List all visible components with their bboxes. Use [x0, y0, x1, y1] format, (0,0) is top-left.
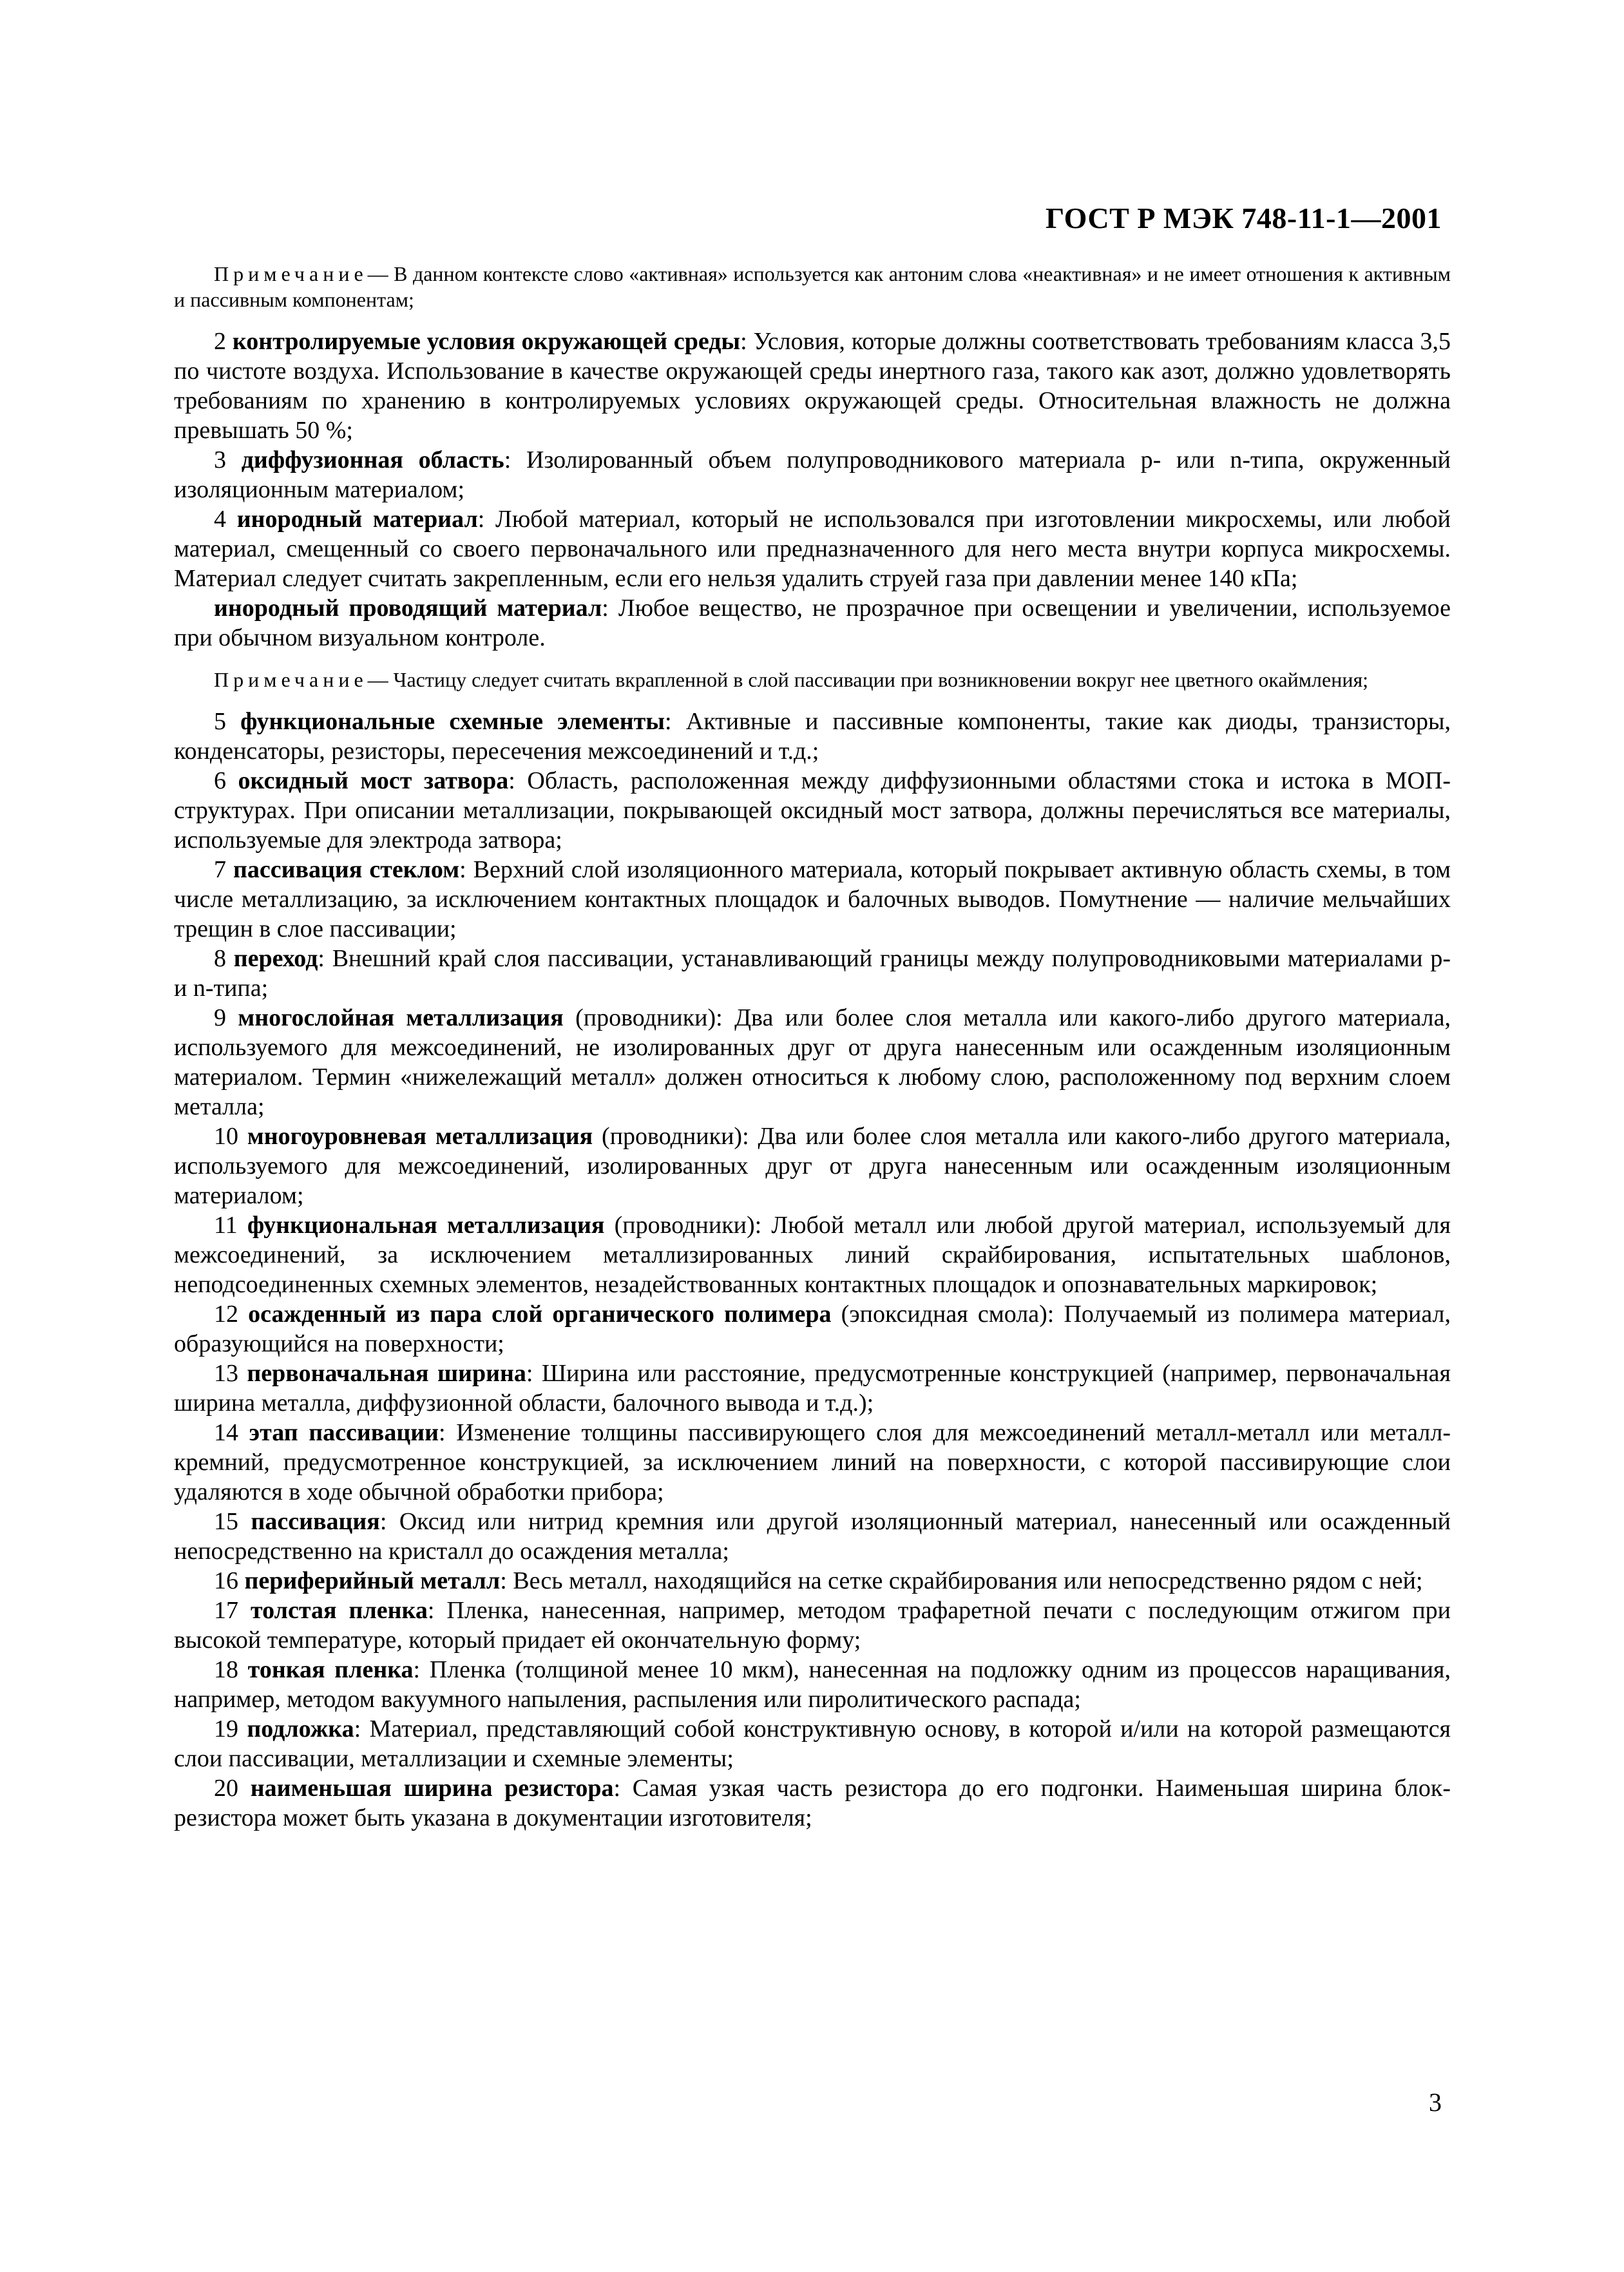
- definition-item-14: [174, 1418, 1451, 1507]
- note-1-label: Примечание: [214, 262, 368, 285]
- definition-item-10: [174, 1122, 1451, 1210]
- item-term: этап пассивации: [249, 1419, 439, 1446]
- item-number: 4: [214, 506, 226, 533]
- item-term: пассивация стеклом: [233, 856, 460, 883]
- item-term: функциональная металлизация: [247, 1212, 605, 1239]
- definition-item-4-sub: [174, 593, 1451, 653]
- item-number: 19: [214, 1715, 238, 1742]
- item-term: функциональные схемные элементы: [240, 708, 665, 735]
- item-term: наименьшая ширина резистора: [250, 1775, 614, 1802]
- item-text: (проводники): Любой металл или любой другой материал, используемый для межсоединений, за исключением металлизированных линий скрайбирования, испытательных шаблонов, неподсоединенных схемных элементов, незадействованных контактных площадок и опознавательных маркировок;: [174, 1212, 1451, 1298]
- note-2: [174, 667, 1451, 692]
- item-number: 6: [214, 767, 226, 794]
- definition-item-4: [174, 504, 1451, 593]
- item-number: 17: [214, 1597, 238, 1624]
- definition-item-16: [174, 1566, 1451, 1596]
- item-number: 15: [214, 1508, 238, 1535]
- definition-item-17: [174, 1596, 1451, 1655]
- item-text: (проводники): Два или более слоя металла или какого-либо другого материала, используемого для межсоединений, изолированных друг от друга нанесенным или осажденным изоляционным материалом;: [174, 1123, 1451, 1209]
- definition-item-9: [174, 1003, 1451, 1122]
- item-term: осажденный из пара слой органического полимера: [248, 1301, 832, 1328]
- item-term: переход: [233, 945, 318, 972]
- item-text: : Материал, представляющий собой конструктивную основу, в которой и/или на которой размещаются слои пассивации, металлизации и схемные элементы;: [174, 1715, 1451, 1772]
- definition-item-2: [174, 327, 1451, 445]
- item-text: : Условия, которые должны соответствовать требованиям класса 3,5 по чистоте воздуха. Использование в качестве окружающей среды инертного газа, такого как азот, должно удовлетворять требованиям по хранению в контролируемых условиях окружающей среды. Относительная влажность не должна превышать 50 %;: [174, 328, 1451, 444]
- document-body: [174, 261, 1451, 1833]
- item-number: 5: [214, 708, 226, 735]
- item-text: : Область, расположенная между диффузионными областями стока и истока в МОП-структурах. При описании металлизации, покрывающей оксидный мост затвора, должны перечисляться все материалы, используемые для электрода затвора;: [174, 767, 1451, 854]
- definition-item-20: [174, 1773, 1451, 1833]
- page-number: 3: [1429, 2088, 1442, 2117]
- item-term: многослойная металлизация: [238, 1004, 564, 1031]
- item-number: 7: [214, 856, 226, 883]
- item-number: 20: [214, 1775, 238, 1802]
- item-text: : Оксид или нитрид кремния или другой изоляционный материал, нанесенный или осажденный непосредственно на кристалл до осаждения металла;: [174, 1508, 1451, 1565]
- item-number: 2: [214, 328, 226, 355]
- item-text: : Любое вещество, не прозрачное при освещении и увеличении, используемое при обычном визуальном контроле.: [174, 595, 1451, 651]
- item-text: (эпоксидная смола): Получаемый из полимера материал, образующийся на поверхности;: [174, 1301, 1451, 1357]
- item-term: тонкая пленка: [247, 1656, 414, 1683]
- item-text: : Верхний слой изоляционного материала, который покрывает активную область схемы, в том числе металлизацию, за исключением контактных площадок и балочных выводов. Помутнение — наличие мельчайших трещин в слое пассивации;: [174, 856, 1451, 942]
- item-term: первоначальная ширина: [247, 1360, 526, 1387]
- item-number: 18: [214, 1656, 238, 1683]
- definition-item-3: [174, 445, 1451, 504]
- item-number: 11: [214, 1212, 238, 1239]
- item-number: 8: [214, 945, 226, 972]
- item-term: оксидный мост затвора: [238, 767, 509, 794]
- item-text: : Ширина или расстояние, предусмотренные конструкцией (например, первоначальная ширина металла, диффузионной области, балочного вывода и т.д.);: [174, 1360, 1451, 1417]
- note-1: [174, 261, 1451, 312]
- item-term: пассивация: [251, 1508, 380, 1535]
- item-number: 16: [214, 1567, 238, 1594]
- item-text: : Изменение толщины пассивирующего слоя для межсоединений металл-металл или металл-кремний, предусмотренное конструкцией, за исключением линий на поверхности, с которой пассивирующие слои удаляются в ходе обычной обработки прибора;: [174, 1419, 1451, 1505]
- item-text: : Внешний край слоя пассивации, устанавливающий границы между полупроводниковыми материалами p- и n-типа;: [174, 945, 1451, 1002]
- item-text: : Изолированный объем полупроводникового материала p- или n-типа, окруженный изоляционным материалом;: [174, 446, 1451, 503]
- item-term: подложка: [247, 1715, 354, 1742]
- note-2-text: — Частицу следует считать вкрапленной в слой пассивации при возникновении вокруг нее цветного окаймления;: [367, 668, 1369, 691]
- item-text: : Активные и пассивные компоненты, такие как диоды, транзисторы, конденсаторы, резисторы, пересечения межсоединений и т.д.;: [174, 708, 1451, 765]
- item-text: (проводники): Два или более слоя металла или какого-либо другого материала, используемого для межсоединений, не изолированных друг от друга нанесенным или осажденным изоляционным материалом. Термин «нижележащий металл» должен относиться к любому слою, расположенному под верхним слоем металла;: [174, 1004, 1451, 1120]
- item-number: 10: [214, 1123, 238, 1150]
- item-term: периферийный металл: [244, 1567, 501, 1594]
- definition-item-5: [174, 707, 1451, 766]
- definition-item-11: [174, 1210, 1451, 1299]
- item-term: диффузионная область: [241, 446, 504, 473]
- document-header: ГОСТ Р МЭК 748-11-1—2001: [1045, 202, 1442, 234]
- item-text: : Пленка, нанесенная, например, методом трафаретной печати с последующим отжигом при высокой температуре, который придает ей окончательную форму;: [174, 1597, 1451, 1654]
- definition-item-13: [174, 1359, 1451, 1418]
- item-term: толстая пленка: [251, 1597, 428, 1624]
- item-text: : Любой материал, который не использовался при изготовлении микросхемы, или любой материал, смещенный со своего первоначального или предназначенного для него места внутри корпуса микросхемы. Материал следует считать закрепленным, если его нельзя удалить струей газа при давлении менее 140 кПа;: [174, 506, 1451, 592]
- definition-item-7: [174, 855, 1451, 944]
- item-number: 12: [214, 1301, 238, 1328]
- item-term: контролируемые условия окружающей среды: [232, 328, 741, 355]
- item-number: 9: [214, 1004, 226, 1031]
- item-number: 14: [214, 1419, 238, 1446]
- definition-item-15: [174, 1507, 1451, 1566]
- item-term: инородный проводящий материал: [214, 595, 602, 622]
- item-number: 3: [214, 446, 226, 473]
- item-text: : Весь металл, находящийся на сетке скрайбирования или непосредственно рядом с ней;: [500, 1567, 1423, 1594]
- item-term: инородный материал: [236, 506, 478, 533]
- item-text: : Самая узкая часть резистора до его подгонки. Наименьшая ширина блок-резистора может быть указана в документации изготовителя;: [174, 1775, 1451, 1831]
- definition-item-8: [174, 944, 1451, 1003]
- item-text: : Пленка (толщиной менее 10 мкм), нанесенная на подложку одним из процессов наращивания, например, методом вакуумного напыления, распыления или пиролитического распада;: [174, 1656, 1451, 1713]
- definition-item-6: [174, 766, 1451, 855]
- item-number: 13: [214, 1360, 238, 1387]
- definition-item-18: [174, 1655, 1451, 1714]
- item-term: многоуровневая металлизация: [247, 1123, 593, 1150]
- definition-item-19: [174, 1714, 1451, 1773]
- note-2-label: Примечание: [214, 668, 368, 691]
- note-1-text: — В данном контексте слово «активная» используется как антоним слова «неактивная» и не имеет отношения к активным и пассивным компонентам;: [174, 262, 1451, 311]
- definition-item-12: [174, 1299, 1451, 1359]
